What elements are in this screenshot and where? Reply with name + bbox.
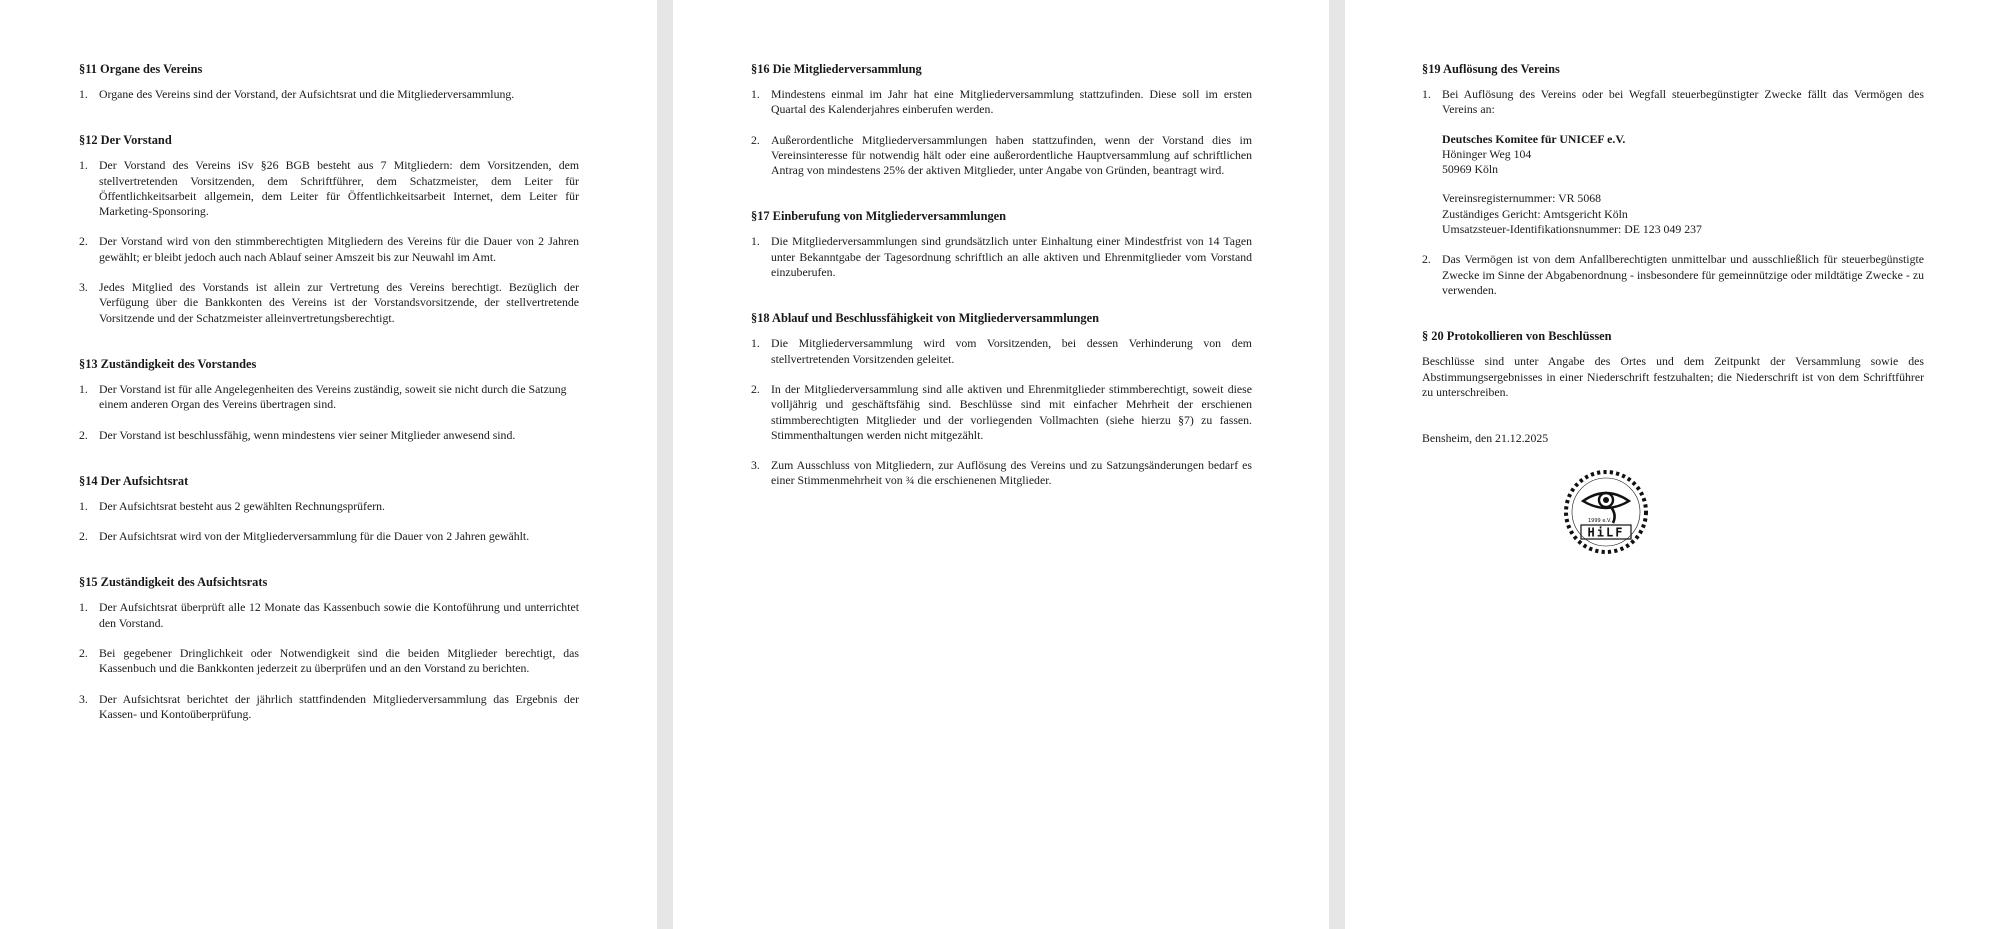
document-page-2 [673,0,1329,929]
list-item: 1. Die Mitgliederversammlung wird vom Vorsitzenden, bei dessen Verhinderung von dem stellvertretenden Vorsitzenden geleitet. [751,336,1252,366]
section-20 [1422,329,1924,400]
list-item: 3. Zum Ausschluss von Mitgliedern, zur Auflösung des Vereins und zu Satzungsänderungen bedarf es einer Stimmenmehrheit von ¾ die erschienenen Mitglieder. [751,458,1252,488]
list-item: 1. Die Mitgliederversammlungen sind grundsätzlich unter Einhaltung einer Mindestfrist von 14 Tagen unter Bekanntgabe der Tagesordnung schriftlich an alle aktiven und Ehrenmitglieder vom Vorstand einzuberufen. [751,234,1252,280]
stamp-text: HiLF [1587,525,1625,540]
list-item: 1. Bei Auflösung des Vereins oder bei Wegfall steuerbegünstigter Zwecke fällt das Vermögen des Vereins an: Deutsches Komitee für UNICEF e.V. Höninger Weg 104 50969 Köln Vereinsregisternummer: VR 5068 Zuständiges Gericht: Amtsgericht Köln Umsatzsteuer-Identifikationsnummer: DE 123 049 237 [1422,87,1924,237]
beneficiary-address [1442,132,1924,178]
section-16-heading: §16 Die Mitgliederversammlung [751,62,922,76]
section-19-item-1-text: Bei Auflösung des Vereins oder bei Wegfall steuerbegünstigter Zwecke fällt das Vermögen des Vereins an: [1442,87,1924,117]
list-item: 2. Das Vermögen ist von dem Anfallberechtigten unmittelbar und ausschließlich für steuerbegünstigte Zwecke im Sinne der Abgabenordnung - insbesondere für gemeinnützige oder mildtätige Zwecke - zu verwenden. [1422,252,1924,297]
section-17-heading: §17 Einberufung von Mitgliederversammlungen [751,209,1007,224]
section-16 [751,62,1252,178]
section-11 [79,62,579,102]
section-19 [1422,62,1924,298]
document-page-1 [0,0,657,929]
list-item: 1. Der Vorstand des Vereins iSv §26 BGB besteht aus 7 Mitgliedern: dem Vorsitzenden, dem stellvertretenden Vorsitzenden, dem Schriftführer, dem Schatzmeister, dem Leiter für Öffentlichkeitsarbeit allgemein, dem Leiter für Öffentlichkeitsarbeit Internet, dem Leiter für Marketing-Sponsoring. [79,158,579,219]
list-item: 2. Der Aufsichtsrat wird von der Mitgliederversammlung für die Dauer von 2 Jahren gewählt. [79,529,530,544]
section-15 [79,575,579,722]
vat-number: Umsatzsteuer-Identifikationsnummer: DE 123 049 237 [1442,222,1702,237]
place-date: Bensheim, den 21.12.2025 [1422,431,1549,446]
list-item: 1. Der Aufsichtsrat überprüft alle 12 Monate das Kassenbuch sowie die Kontoführung und unterrichtet den Vorstand. [79,600,579,630]
section-11-heading: §11 Organe des Vereins [79,62,203,76]
section-17 [751,209,1252,280]
list-item: 2. In der Mitgliederversammlung sind alle aktiven und Ehrenmitglieder stimmberechtigt, soweit diese volljährig und geschäftsfähig sind. Beschlüsse sind mit einfacher Mehrheit der erschienen stimmberechtigten Mitglieder und der vorliegenden Vollmachten (siehe hierzu §7) zu fassen. Stimmenthaltungen werden nicht mitgezählt. [751,381,1252,442]
section-18-heading: §18 Ablauf und Beschlussfähigkeit von Mitgliederversammlungen [751,311,1100,326]
list-item: 1. Der Aufsichtsrat besteht aus 2 gewählten Rechnungsprüfern. [79,498,385,513]
beneficiary-street: Höninger Weg 104 [1442,146,1532,161]
list-item: 3. Der Aufsichtsrat berichtet der jährlich stattfindenden Mitgliederversammlung das Ergebnis der Kassen- und Kontoüberprüfung. [79,691,579,721]
list-item: 2. Der Vorstand wird von den stimmberechtigten Mitgliedern des Vereins für die Dauer von 2 Jahren gewählt; er bleibt jedoch auch nach Ablauf seiner Amszeit bis zur Neuwahl im Amt. [79,234,579,264]
court: Zuständiges Gericht: Amtsgericht Köln [1442,206,1628,221]
list-item: 3. Jedes Mitglied des Vorstands ist allein zur Vertretung des Vereins berechtigt. Bezüglich der Verfügung über die Bankkonten des Vereins ist der Vorstandsvorsitzende, der stellvertretende Vorsitzende und der Schatzmeister alleinvertretungsberechtigt. [79,280,579,325]
beneficiary-city: 50969 Köln [1442,162,1499,177]
section-13 [79,357,579,443]
list-item: 1. Mindestens einmal im Jahr hat eine Mitgliederversammlung stattzufinden. Diese soll im ersten Quartal des Kalenderjahres einberufen werden. [751,87,1252,117]
section-14-heading: §14 Der Aufsichtsrat [79,473,189,488]
section-12-heading: §12 Der Vorstand [79,133,172,148]
section-15-heading: §15 Zuständigkeit des Aufsichtsrats [79,575,268,590]
section-12 [79,133,579,326]
list-item: 2. Außerordentliche Mitgliederversammlungen haben stattzufinden, wenn der Vorstand dies im Vereinsinteresse für notwendig hält oder eine außerordentliche Hauptversammlung auf schriftlichen Antrag von mindestens 25% der aktiven Mitglieder, unter Angabe von Gründen, beantragt wird. [751,132,1252,178]
beneficiary-registration [1442,191,1924,237]
list-item: 1. Organe des Vereins sind der Vorstand, der Aufsichtsrat und die Mitgliederversammlung. [79,87,515,101]
section-19-heading: §19 Auflösung des Vereins [1422,62,1560,76]
section-20-heading: § 20 Protokollieren von Beschlüssen [1422,329,1612,344]
document-page-3 [1345,0,2000,929]
register-number: Vereinsregisternummer: VR 5068 [1442,191,1602,206]
section-14 [79,474,579,545]
club-stamp-logo [1561,467,1651,557]
list-item: 2. Der Vorstand ist beschlussfähig, wenn mindestens vier seiner Mitglieder anwesend sind. [79,427,516,442]
beneficiary-name: Deutsches Komitee für UNICEF e.V. [1442,131,1626,146]
stamp-year-text: 1999 e.V. [1588,518,1612,524]
list-item: 1. Der Vorstand ist für alle Angelegenheiten des Vereins zuständig, soweit sie nicht durch die Satzung einem anderen Organ des Vereins übertragen sind. [79,381,567,412]
section-13-heading: §13 Zuständigkeit des Vorstandes [79,356,257,371]
list-item: 2. Bei gegebener Dringlichkeit oder Notwendigkeit sind die beiden Mitglieder berechtigt, das Kassenbuch und die Bankkonten jederzeit zu überprüfen und an den Vorstand zu berichten. [79,646,579,676]
section-20-text: Beschlüsse sind unter Angabe des Ortes und dem Zeitpunkt der Versammlung sowie des Abstimmungsergebnisses in einer Niederschrift festzuhalten; die Niederschrift ist von dem Schriftführer zu unterschreiben. [1422,354,1924,399]
section-18 [751,311,1252,488]
